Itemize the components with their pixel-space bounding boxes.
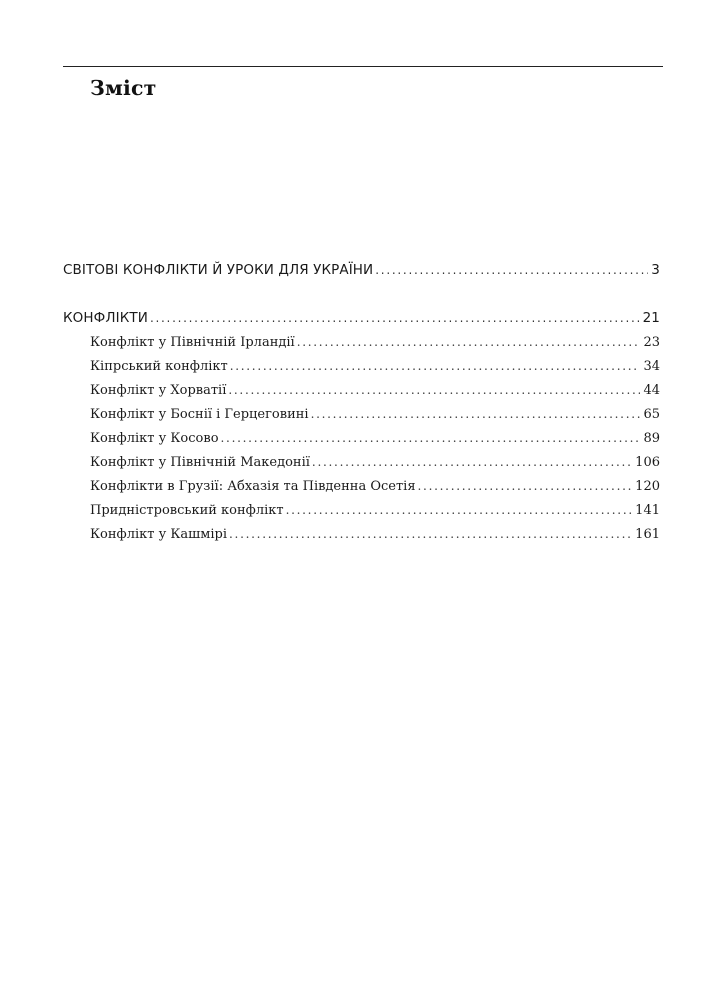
toc-page-number: 44 — [643, 383, 660, 398]
toc-section-conflicts[interactable] — [63, 307, 660, 329]
toc-entry-label: Придністровський конфлікт — [90, 503, 284, 518]
toc-leader-dots — [228, 379, 640, 401]
toc-leader-dots — [229, 523, 632, 545]
toc-section-label: СВІТОВІ КОНФЛІКТИ Й УРОКИ ДЛЯ УКРАЇНИ — [63, 262, 374, 278]
toc-leader-dots — [221, 427, 641, 449]
toc-section-world-conflicts[interactable] — [63, 259, 660, 281]
toc-page-number: 65 — [643, 407, 660, 422]
toc-entry-label: Кіпрський конфлікт — [90, 359, 228, 374]
toc-leader-dots — [297, 331, 641, 353]
toc-leader-dots — [230, 355, 641, 377]
toc-entry[interactable] — [90, 523, 660, 545]
toc-page-number: 141 — [635, 503, 660, 518]
toc-leader-dots — [375, 259, 648, 281]
toc-entry-label: Конфлікт у Боснії і Герцеговині — [90, 407, 309, 422]
toc-entry[interactable] — [90, 475, 660, 497]
toc-entry-label: Конфлікти в Грузії: Абхазія та Південна Осетія — [90, 479, 416, 494]
toc-page-number: 161 — [635, 527, 660, 542]
toc-page-number: 89 — [643, 431, 660, 446]
toc-leader-dots — [286, 499, 633, 521]
toc-entry-label: Конфлікт у Косово — [90, 431, 219, 446]
toc-entry[interactable] — [90, 331, 660, 353]
toc-entry-label: Конфлікт у Кашмірі — [90, 527, 228, 542]
toc-entry[interactable] — [90, 451, 660, 473]
toc-leader-dots — [150, 307, 640, 329]
toc-leader-dots — [312, 451, 632, 473]
toc-entry[interactable] — [90, 427, 660, 449]
toc-entry[interactable] — [90, 499, 660, 521]
toc-entry-label: Конфлікт у Північній Македонії — [90, 455, 310, 470]
toc-entry[interactable] — [90, 355, 660, 377]
toc-page-number: 120 — [635, 479, 660, 494]
toc-section-label: КОНФЛІКТИ — [63, 310, 148, 326]
toc-leader-dots — [418, 475, 633, 497]
toc-leader-dots — [311, 403, 641, 425]
toc-page-number: 23 — [643, 335, 660, 350]
page-title: Зміст — [90, 76, 157, 100]
toc-entry-label: Конфлікт у Хорватії — [90, 383, 227, 398]
toc-page-number: 106 — [635, 455, 660, 470]
header-rule — [63, 66, 663, 67]
toc-page-number: 21 — [642, 310, 660, 326]
toc-entry[interactable] — [90, 403, 660, 425]
toc-page-number: 34 — [643, 359, 660, 374]
toc-entry-label: Конфлікт у Північній Ірландії — [90, 335, 295, 350]
toc-entry[interactable] — [90, 379, 660, 401]
toc-page-number: 3 — [651, 262, 660, 278]
